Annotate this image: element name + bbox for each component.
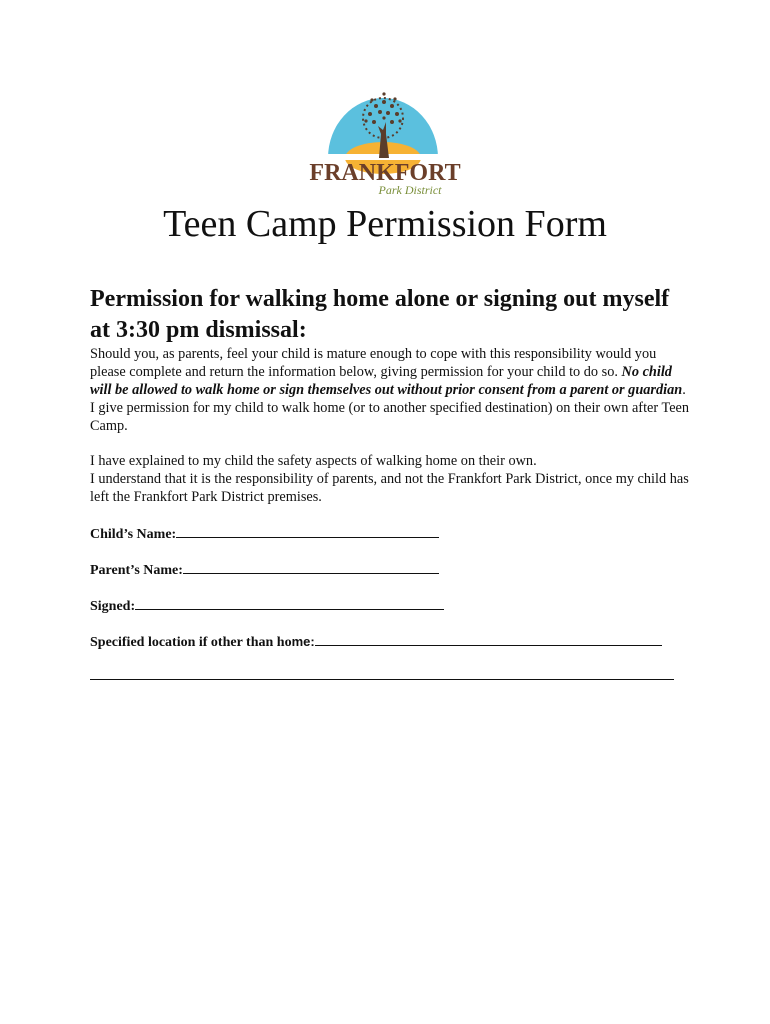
location-continuation-line[interactable]: [90, 679, 674, 680]
paragraph-text-b: . I give permission for my child to walk home (or to another specified destination) on their own after Teen Camp.: [90, 382, 690, 434]
consent-notice: No child will be allowed to walk home or sign themselves out without prior consent from a parent or guardian: [90, 364, 683, 398]
parent-name-line[interactable]: [183, 559, 439, 574]
signed-label: Signed:: [90, 599, 136, 614]
child-name-label: Child’s Name:: [90, 527, 177, 542]
safety-line-2: I understand that it is the responsibility of parents, and not the Frankfort Park District, once my child has left the Frankfort Park District premises.: [90, 471, 689, 505]
logo-subtitle: Park District: [378, 183, 442, 197]
signature-line[interactable]: [135, 595, 444, 610]
parent-name-field: [90, 559, 439, 580]
signature-field: [90, 595, 444, 616]
parent-name-label: Parent’s Name:: [90, 563, 183, 578]
child-name-field: [90, 523, 439, 544]
permission-paragraph: [90, 345, 690, 435]
child-name-line[interactable]: [176, 523, 439, 538]
paragraph-text-a: Should you, as parents, feel your child is mature enough to cope with this responsibility would you please complete and return the information below, giving permission for your child to do so.: [90, 346, 657, 380]
form-title: Teen Camp Permission Form: [163, 203, 607, 245]
frankfort-park-district-logo: [300, 88, 470, 200]
location-label-tail: me:: [291, 634, 315, 649]
location-label: Specified location if other than ho: [90, 635, 292, 650]
safety-paragraph: [90, 452, 690, 506]
location-field: [90, 631, 662, 652]
location-line[interactable]: [315, 631, 662, 646]
safety-line-1: I have explained to my child the safety aspects of walking home on their own.: [90, 453, 537, 469]
permission-heading: Permission for walking home alone or signing out myself at 3:30 pm dismissal:: [90, 286, 670, 343]
logo-name: FRANKFORT: [309, 160, 461, 186]
